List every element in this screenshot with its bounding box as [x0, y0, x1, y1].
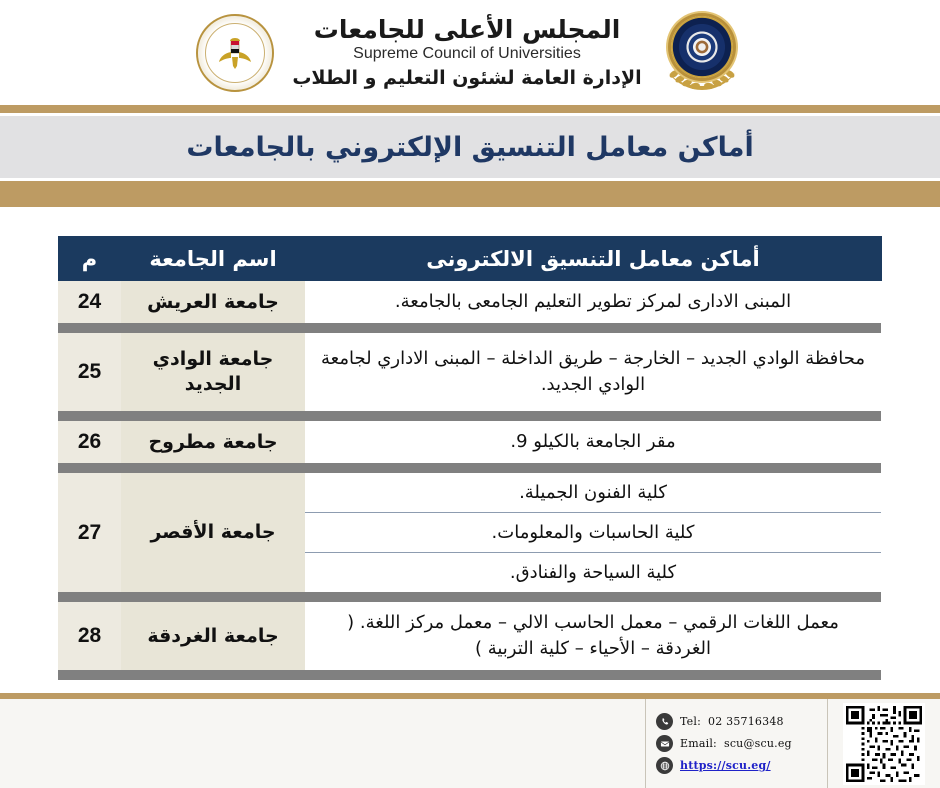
table-row: [58, 473, 881, 592]
qr-code[interactable]: [843, 703, 925, 785]
separator-place: [305, 323, 881, 333]
ministry-of-higher-education-seal-icon: [196, 14, 274, 92]
separator-num: [58, 670, 121, 680]
row-separator: [58, 463, 881, 473]
separator-place: [305, 411, 881, 421]
coordination-labs-table: [58, 236, 882, 680]
footer-blank-area: [0, 699, 645, 788]
contact-info: [645, 699, 827, 788]
cell-place: محافظة الوادي الجديد – الخارجة – طريق الداخلة – المبنى الاداري لجامعة الوادي الجديد.: [305, 333, 881, 411]
separator-place: [305, 592, 881, 602]
phone-value: 02 35716348: [708, 715, 784, 728]
cell-num: 27: [58, 473, 121, 592]
list-item: كلية الفنون الجميلة.: [305, 473, 881, 513]
contact-website-line: [656, 757, 821, 774]
cell-university: جامعة مطروح: [121, 421, 305, 463]
phone-icon: [656, 713, 673, 730]
table-head: [58, 237, 881, 281]
row-separator: [58, 411, 881, 421]
globe-icon: [656, 757, 673, 774]
seal-ring-text: [198, 16, 272, 90]
page-title-band: [0, 113, 940, 181]
separator-university: [121, 323, 305, 333]
place-sublist: [305, 473, 881, 592]
cell-university: جامعة الأقصر: [121, 473, 305, 592]
cell-university: جامعة العريش: [121, 281, 305, 324]
table-header-row: [58, 237, 881, 281]
email-label: Email:: [680, 737, 717, 750]
department-name-arabic: الإدارة العامة لشئون التعليم و الطلاب: [292, 66, 642, 89]
cell-num: 28: [58, 602, 121, 670]
separator-university: [121, 670, 305, 680]
table-row: [58, 421, 881, 463]
qr-code-icon: [846, 706, 922, 782]
cell-place-list: [305, 473, 881, 592]
page-footer: [0, 693, 940, 788]
list-item: كلية السياحة والفنادق.: [509, 562, 677, 584]
cell-university: جامعة الغردقة: [121, 602, 305, 670]
gold-divider-top: [0, 105, 940, 113]
cell-place: معمل اللغات الرقمي – معمل الحاسب الالي – معمل مركز اللغة. ( الغردقة – الأحياء – كلية التربية ): [305, 602, 881, 670]
separator-place: [305, 670, 881, 680]
cell-num: 26: [58, 421, 121, 463]
cell-place: مقر الجامعة بالكيلو 9.: [305, 421, 881, 463]
separator-num: [58, 323, 121, 333]
table-row: [58, 602, 881, 670]
row-separator: [58, 323, 881, 333]
separator-university: [121, 411, 305, 421]
cell-num: 25: [58, 333, 121, 411]
table-body: [58, 281, 881, 681]
cell-university: جامعة الوادي الجديد: [121, 333, 305, 411]
org-name-english: Supreme Council of Universities: [353, 44, 581, 62]
emblem-orb: [671, 16, 733, 78]
qr-code-container: [827, 699, 940, 788]
cell-num: 24: [58, 281, 121, 324]
separator-num: [58, 411, 121, 421]
column-header-num: م: [58, 237, 121, 281]
cell-place: المبنى الادارى لمركز تطوير التعليم الجامعى بالجامعة.: [305, 281, 881, 324]
row-separator: [58, 670, 881, 680]
contact-email-line: [656, 735, 821, 752]
email-value: scu@scu.eg: [723, 737, 792, 750]
labs-table-container: [59, 236, 882, 680]
separator-place: [305, 463, 881, 473]
separator-university: [121, 592, 305, 602]
envelope-icon: [656, 735, 673, 752]
organization-wordmark: [288, 16, 645, 89]
website-link[interactable]: https://scu.eg/: [680, 759, 771, 772]
list-item: كلية الحاسبات والمعلومات.: [305, 513, 881, 553]
separator-num: [58, 592, 121, 602]
table-row: [58, 333, 881, 411]
separator-num: [58, 463, 121, 473]
column-header-university: اسم الجامعة: [121, 237, 305, 281]
supreme-council-emblem-icon: [660, 12, 744, 94]
table-row: [58, 281, 881, 324]
column-header-place: أماكن معامل التنسيق الالكترونى: [305, 237, 881, 281]
contact-phone-line: [656, 713, 821, 730]
separator-university: [121, 463, 305, 473]
page-title: أماكن معامل التنسيق الإلكتروني بالجامعات: [186, 131, 754, 163]
page-masthead: [0, 0, 940, 105]
gold-divider-main: [0, 181, 940, 207]
phone-label: Tel:: [680, 715, 702, 728]
row-separator: [58, 592, 881, 602]
org-name-arabic: المجلس الأعلى للجامعات: [313, 14, 621, 44]
